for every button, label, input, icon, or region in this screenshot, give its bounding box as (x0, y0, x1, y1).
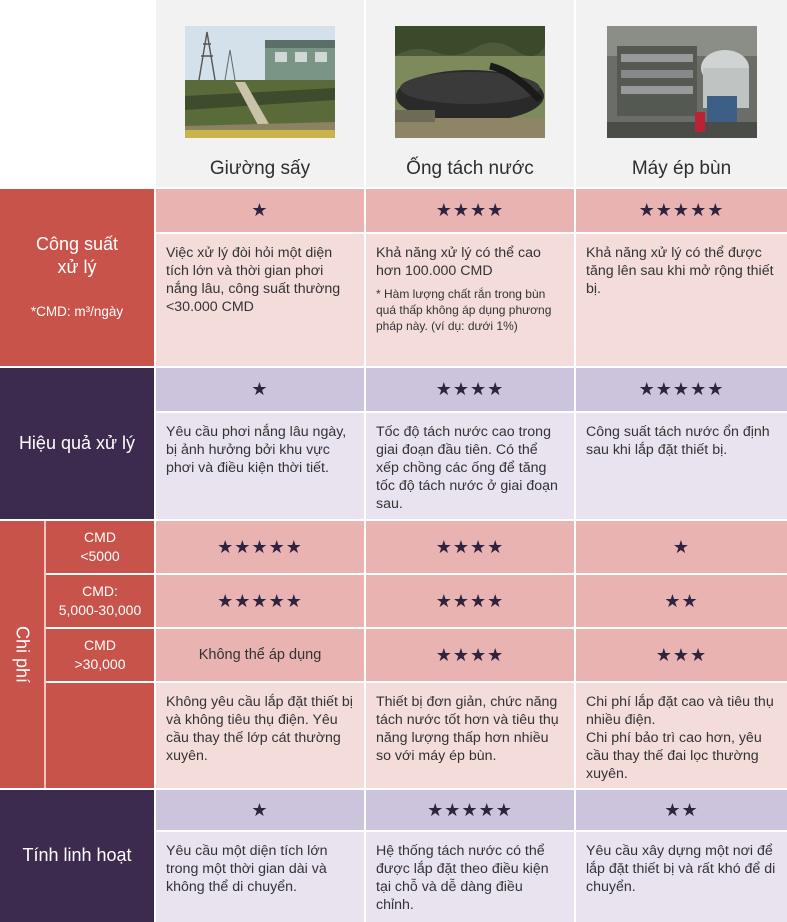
description-text: Công suất tách nước ổn định sau khi lắp đặt thiết bị. (586, 424, 770, 458)
star-rating: ★★★★★ (427, 799, 513, 821)
flexibility-rating-sludge-press (576, 790, 787, 830)
description-text: Thiết bị đơn giản, chức năng tách nước tốt hơn và tiêu thụ năng lượng thấp hơn nhiều so với máy ép bùn. (376, 694, 559, 764)
efficiency-label: Hiệu quả xử lý (18, 433, 136, 453)
cost-medium-dewatering-tube (366, 575, 574, 627)
column-title-drying-bed: Giường sấy (209, 158, 311, 179)
capacity-desc-drying-bed (156, 234, 364, 366)
efficiency-desc-drying-bed (156, 413, 364, 519)
cost-desc-sludge-press (576, 683, 787, 788)
star-rating: ★★★★★ (217, 590, 303, 612)
cost-large-dewatering-tube (366, 629, 574, 681)
star-rating: ★★★★★ (638, 379, 725, 400)
cost-sub-label-empty (46, 683, 154, 788)
star-rating: ★★ (664, 590, 699, 612)
cmd-unit-note: *CMD: m³/ngày (30, 304, 124, 319)
flexibility-desc-dewatering-tube (366, 832, 574, 922)
sludge-press-photo (607, 26, 757, 138)
cost-desc-drying-bed (156, 683, 364, 788)
header-dewatering-tube (366, 0, 574, 187)
description-text: Việc xử lý đòi hỏi một diện tích lớn và thời gian phơi nắng lâu, công suất thường <30.000 CMD (166, 245, 341, 315)
flexibility-label: Tính linh hoạt (22, 845, 132, 865)
cost-sub-label-small: CMD <5000 (46, 521, 154, 573)
star-rating: ★ (251, 200, 269, 221)
capacity-label: Công suất xử lý (35, 234, 119, 277)
flexibility-rating-drying-bed (156, 790, 364, 830)
star-rating: ★★★★ (435, 644, 505, 666)
cost-medium-drying-bed (156, 575, 364, 627)
solids-content-note: * Hàm lượng chất rắn trong bùn quá thấp không áp dụng phương pháp này. (ví dụ: dưới 1%) (376, 287, 552, 333)
cost-large-sludge-press (576, 629, 787, 681)
capacity-rating-drying-bed (156, 189, 364, 232)
efficiency-rating-sludge-press (576, 368, 787, 411)
efficiency-rating-dewatering-tube (366, 368, 574, 411)
description-text: Khả năng xử lý có thể được tăng lên sau khi mở rộng thiết bị. (586, 245, 774, 297)
star-rating: ★ (251, 799, 269, 821)
star-rating: ★ (251, 379, 269, 400)
dewatering-tube-photo (395, 26, 545, 138)
description-text: Yêu cầu một diện tích lớn trong một thời gian dài và không thể di chuyển. (166, 843, 328, 895)
column-title-dewatering-tube: Ống tách nước (406, 158, 534, 179)
star-rating: ★★★★★ (638, 200, 725, 221)
cost-small-drying-bed (156, 521, 364, 573)
star-rating: ★★★★ (435, 379, 505, 400)
cost-medium-sludge-press (576, 575, 787, 627)
description-text: Khả năng xử lý có thể cao hơn 100.000 CMD (376, 245, 541, 279)
description-text: Tốc độ tách nước cao trong giai đoạn đầu tiên. Có thể xếp chồng các ống để tăng tốc độ tách nước ở giai đoạn sau. (376, 424, 558, 512)
cost-sub-label-large: CMD >30,000 (46, 629, 154, 681)
cost-large-drying-bed (156, 629, 364, 681)
column-title-sludge-press: Máy ép bùn (631, 158, 732, 179)
header-sludge-press (576, 0, 787, 187)
capacity-rating-sludge-press (576, 189, 787, 232)
efficiency-desc-sludge-press (576, 413, 787, 519)
description-text: Yêu cầu xây dựng một nơi để lắp đặt thiết bị và rất khó để di chuyển. (586, 843, 776, 895)
star-rating: ★★★★★ (217, 536, 303, 558)
cost-small-dewatering-tube (366, 521, 574, 573)
star-rating: ★★★★ (435, 536, 505, 558)
cost-small-sludge-press (576, 521, 787, 573)
flexibility-rating-dewatering-tube (366, 790, 574, 830)
drying-bed-photo (185, 26, 335, 138)
row-label-efficiency (0, 368, 154, 519)
row-label-cost (0, 521, 44, 788)
capacity-desc-sludge-press (576, 234, 787, 366)
cost-sub-label-medium: CMD: 5,000-30,000 (46, 575, 154, 627)
efficiency-desc-dewatering-tube (366, 413, 574, 519)
star-rating: ★ (672, 536, 691, 558)
cost-label: Chi phí (12, 625, 33, 684)
row-label-capacity (0, 189, 154, 366)
efficiency-rating-drying-bed (156, 368, 364, 411)
row-label-flexibility (0, 790, 154, 922)
description-text: Hệ thống tách nước có thể được lắp đặt theo điều kiện tại chỗ và dễ dàng điều chỉnh. (376, 843, 549, 913)
star-rating: ★★★★ (435, 200, 505, 221)
star-rating: ★★★★ (435, 590, 505, 612)
description-text: Không yêu cầu lắp đặt thiết bị và không tiêu thụ điện. Yêu cầu thay thế lớp cát thường xuyên. (166, 694, 353, 764)
capacity-desc-dewatering-tube (366, 234, 574, 366)
star-rating: ★★★ (655, 644, 708, 666)
capacity-rating-dewatering-tube (366, 189, 574, 232)
flexibility-desc-sludge-press (576, 832, 787, 922)
description-text: Yêu cầu phơi nắng lâu ngày, bị ảnh hưởng bởi khu vực phơi và điều kiện thời tiết. (166, 424, 347, 476)
not-applicable-text: Không thể áp dụng (198, 647, 322, 663)
cost-desc-dewatering-tube (366, 683, 574, 788)
star-rating: ★★ (664, 799, 699, 821)
flexibility-desc-drying-bed (156, 832, 364, 922)
header-drying-bed (156, 0, 364, 187)
description-text: Chi phí lắp đặt cao và tiêu thụ nhiều điện. Chi phí bảo trì cao hơn, yêu cầu thay thế đai lọc thường xuyên. (586, 694, 774, 782)
